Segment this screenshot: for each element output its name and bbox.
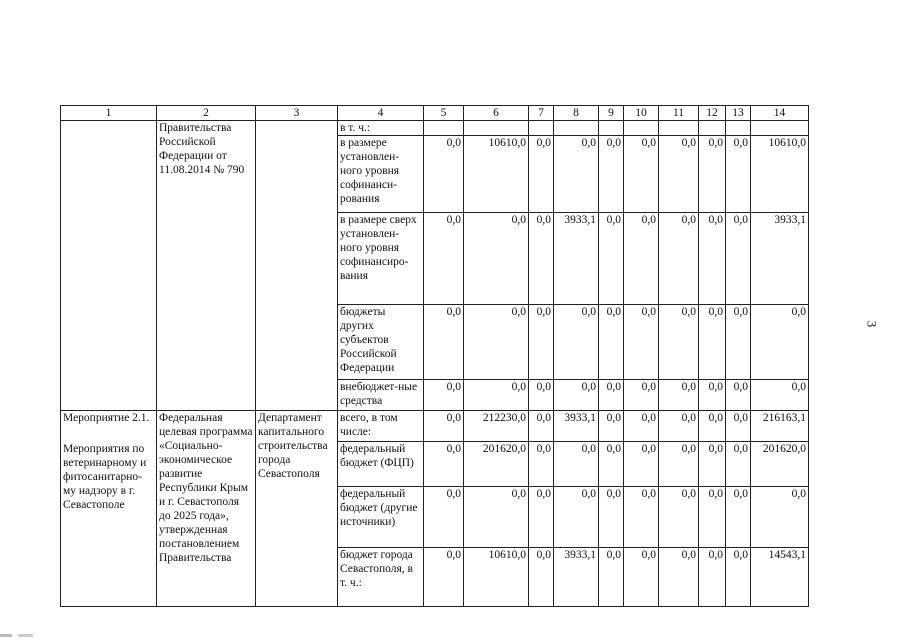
value-cell: 0,0 xyxy=(624,442,659,487)
value-cell: 0,0 xyxy=(529,487,554,548)
value-cell: 0,0 xyxy=(529,548,554,607)
value-cell: 0,0 xyxy=(726,380,751,411)
source-label: в размере сверх установлен-ного уровня софинансиро-вания xyxy=(338,213,424,305)
value-cell: 216163,1 xyxy=(751,411,809,442)
value-cell xyxy=(464,121,529,136)
source-label: всего, в том числе: xyxy=(338,411,424,442)
value-cell xyxy=(529,121,554,136)
value-cell: 0,0 xyxy=(726,213,751,305)
value-cell: 0,0 xyxy=(624,548,659,607)
col-header: 11 xyxy=(659,106,699,121)
value-cell: 0,0 xyxy=(699,487,726,548)
value-cell: 0,0 xyxy=(726,548,751,607)
value-cell: 0,0 xyxy=(424,487,464,548)
value-cell: 0,0 xyxy=(599,548,624,607)
value-cell: 0,0 xyxy=(659,487,699,548)
value-cell: 0,0 xyxy=(624,305,659,380)
value-cell: 0,0 xyxy=(529,213,554,305)
value-cell: 0,0 xyxy=(554,487,599,548)
value-cell: 0,0 xyxy=(751,487,809,548)
value-cell: 0,0 xyxy=(659,305,699,380)
value-cell: 0,0 xyxy=(554,136,599,213)
value-cell: 0,0 xyxy=(699,548,726,607)
value-cell: 0,0 xyxy=(751,305,809,380)
value-cell: 0,0 xyxy=(699,136,726,213)
value-cell: 201620,0 xyxy=(751,442,809,487)
value-cell: 0,0 xyxy=(659,213,699,305)
value-cell: 0,0 xyxy=(726,442,751,487)
activity-number: Мероприятие 2.1. xyxy=(61,411,157,442)
value-cell: 0,0 xyxy=(599,380,624,411)
col-header: 6 xyxy=(464,106,529,121)
value-cell: 0,0 xyxy=(624,380,659,411)
value-cell: 0,0 xyxy=(599,305,624,380)
executor-cell xyxy=(256,121,338,411)
source-label: федеральный бюджет (ФЦП) xyxy=(338,442,424,487)
col-header: 7 xyxy=(529,106,554,121)
value-cell: 0,0 xyxy=(659,442,699,487)
value-cell: 0,0 xyxy=(624,411,659,442)
value-cell: 3933,1 xyxy=(554,548,599,607)
activity-cell xyxy=(61,121,157,411)
col-header: 4 xyxy=(338,106,424,121)
value-cell: 0,0 xyxy=(529,380,554,411)
value-cell: 0,0 xyxy=(751,380,809,411)
value-cell: 0,0 xyxy=(424,411,464,442)
value-cell: 0,0 xyxy=(624,213,659,305)
value-cell xyxy=(554,121,599,136)
source-label: в т. ч.: xyxy=(338,121,424,136)
page-number: 3 xyxy=(864,320,880,328)
activity-description: Мероприятия по ветеринарному и фитосанитарно-му надзору в г. Севастополе xyxy=(61,442,157,607)
value-cell: 0,0 xyxy=(529,442,554,487)
value-cell: 0,0 xyxy=(699,305,726,380)
value-cell: 0,0 xyxy=(599,213,624,305)
value-cell: 0,0 xyxy=(726,136,751,213)
col-header: 10 xyxy=(624,106,659,121)
budget-table xyxy=(60,105,809,607)
value-cell: 0,0 xyxy=(599,442,624,487)
value-cell: 0,0 xyxy=(699,380,726,411)
source-label: в размере установлен-ного уровня софинанси-рования xyxy=(338,136,424,213)
value-cell: 0,0 xyxy=(726,487,751,548)
column-number-header xyxy=(61,106,809,121)
col-header: 13 xyxy=(726,106,751,121)
value-cell: 3933,1 xyxy=(554,213,599,305)
value-cell: 10610,0 xyxy=(464,136,529,213)
value-cell xyxy=(659,121,699,136)
value-cell: 0,0 xyxy=(554,442,599,487)
value-cell: 3933,1 xyxy=(554,411,599,442)
value-cell: 10610,0 xyxy=(464,548,529,607)
value-cell: 0,0 xyxy=(599,136,624,213)
col-header: 8 xyxy=(554,106,599,121)
value-cell: 0,0 xyxy=(464,305,529,380)
executor-cell: Департамент капитального строительства города Севастополя xyxy=(256,411,338,607)
col-header: 2 xyxy=(157,106,256,121)
value-cell: 0,0 xyxy=(624,487,659,548)
col-header: 5 xyxy=(424,106,464,121)
program-cell: Федеральная целевая программа «Социально-экономическое развитие Республики Крым и г. Севастополя до 2025 года», утвержденная постановлением Правительства xyxy=(157,411,256,607)
value-cell: 0,0 xyxy=(554,380,599,411)
value-cell: 3933,1 xyxy=(751,213,809,305)
value-cell xyxy=(624,121,659,136)
value-cell: 0,0 xyxy=(464,380,529,411)
value-cell: 0,0 xyxy=(699,442,726,487)
value-cell: 0,0 xyxy=(599,411,624,442)
value-cell: 0,0 xyxy=(424,305,464,380)
value-cell: 0,0 xyxy=(464,213,529,305)
value-cell xyxy=(751,121,809,136)
value-cell: 0,0 xyxy=(529,411,554,442)
value-cell: 0,0 xyxy=(424,213,464,305)
value-cell: 0,0 xyxy=(699,213,726,305)
value-cell xyxy=(699,121,726,136)
value-cell: 0,0 xyxy=(726,411,751,442)
value-cell: 0,0 xyxy=(599,487,624,548)
col-header: 1 xyxy=(61,106,157,121)
value-cell: 201620,0 xyxy=(464,442,529,487)
value-cell: 212230,0 xyxy=(464,411,529,442)
col-header: 3 xyxy=(256,106,338,121)
value-cell xyxy=(599,121,624,136)
value-cell: 0,0 xyxy=(424,442,464,487)
value-cell: 0,0 xyxy=(659,380,699,411)
scan-artifact xyxy=(0,634,60,637)
value-cell: 0,0 xyxy=(699,411,726,442)
value-cell: 0,0 xyxy=(659,411,699,442)
budget-table-sheet xyxy=(60,105,809,607)
program-cell: Правительства Российской Федерации от 11.08.2014 № 790 xyxy=(157,121,256,411)
source-label: внебюджет-ные средства xyxy=(338,380,424,411)
value-cell: 14543,1 xyxy=(751,548,809,607)
value-cell: 0,0 xyxy=(659,548,699,607)
table-row xyxy=(61,411,809,442)
value-cell xyxy=(726,121,751,136)
source-label: бюджеты других субъектов Российской Федерации xyxy=(338,305,424,380)
table-row xyxy=(61,121,809,136)
value-cell: 0,0 xyxy=(624,136,659,213)
value-cell: 0,0 xyxy=(424,136,464,213)
value-cell: 0,0 xyxy=(659,136,699,213)
value-cell: 0,0 xyxy=(424,548,464,607)
value-cell: 0,0 xyxy=(464,487,529,548)
col-header: 9 xyxy=(599,106,624,121)
source-label: федеральный бюджет (другие источники) xyxy=(338,487,424,548)
col-header: 12 xyxy=(699,106,726,121)
value-cell: 0,0 xyxy=(554,305,599,380)
value-cell: 0,0 xyxy=(726,305,751,380)
value-cell: 0,0 xyxy=(424,380,464,411)
source-label: бюджет города Севастополя, в т. ч.: xyxy=(338,548,424,607)
value-cell xyxy=(424,121,464,136)
value-cell: 10610,0 xyxy=(751,136,809,213)
col-header: 14 xyxy=(751,106,809,121)
value-cell: 0,0 xyxy=(529,136,554,213)
value-cell: 0,0 xyxy=(529,305,554,380)
